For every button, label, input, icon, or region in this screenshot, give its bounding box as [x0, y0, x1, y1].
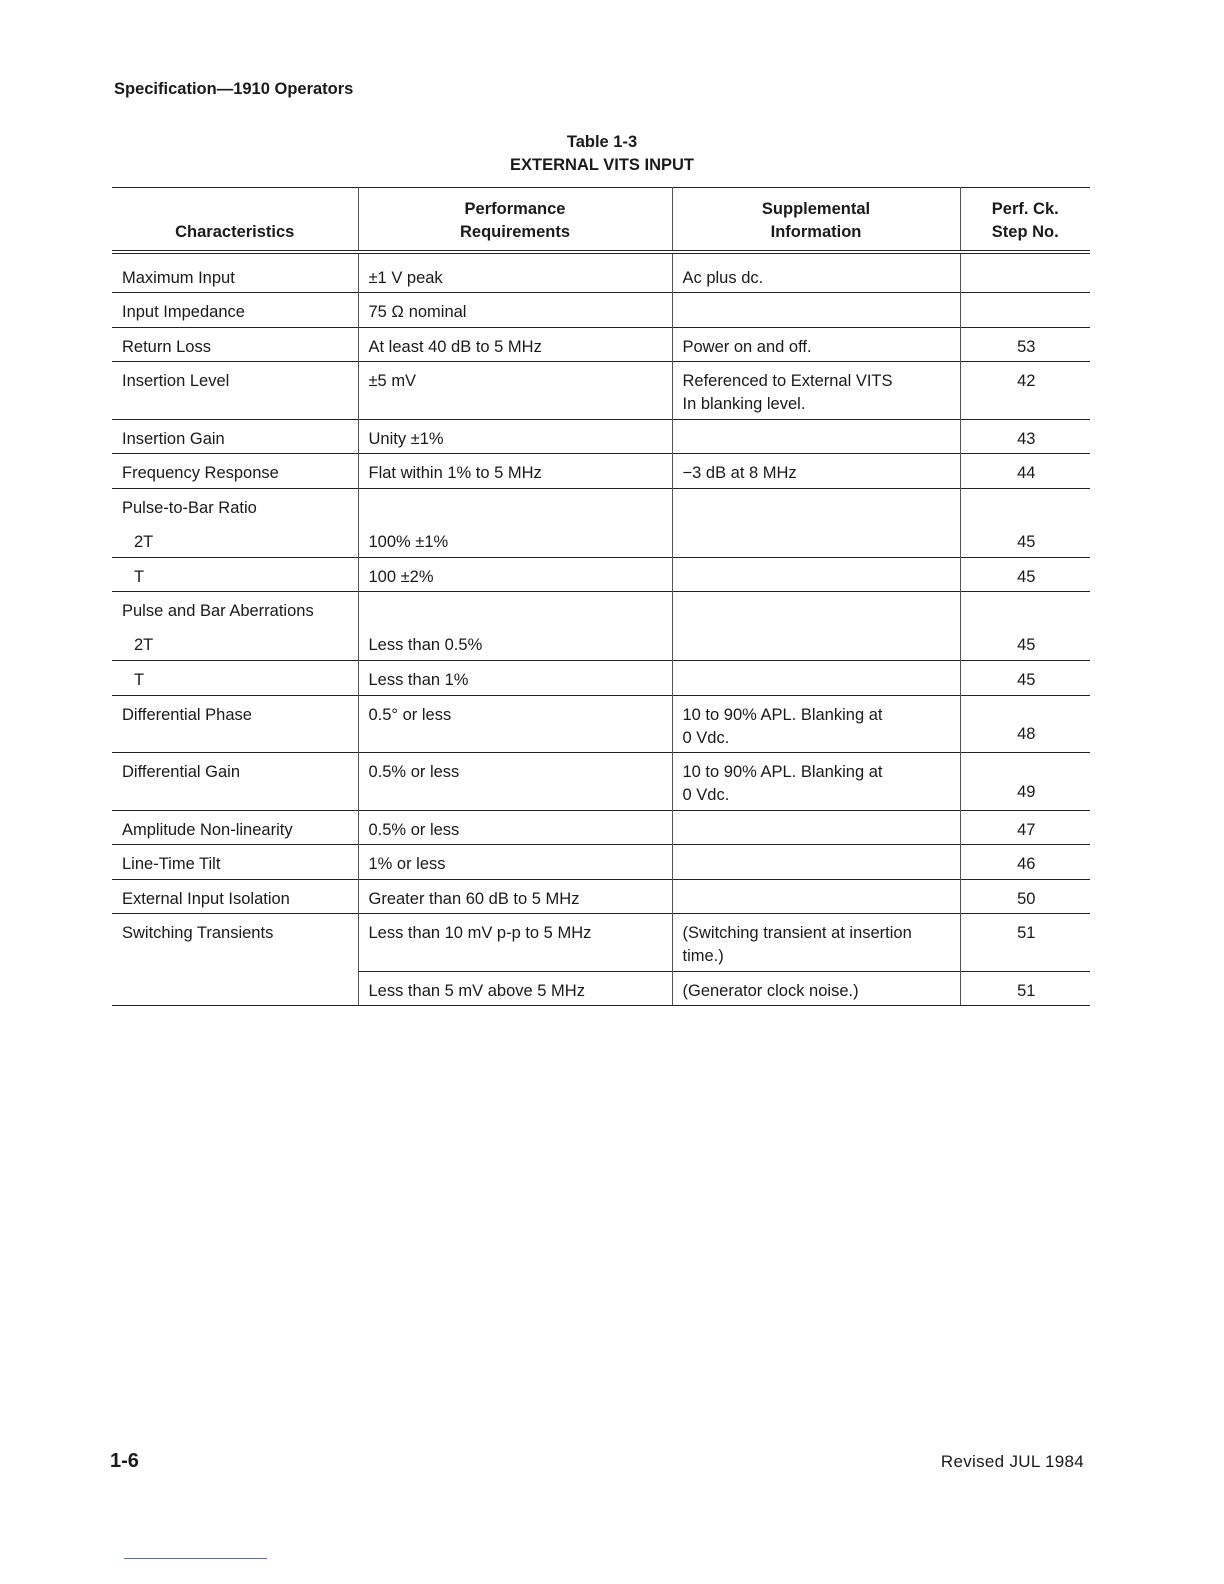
- cell-information: 10 to 90% APL. Blanking at 0 Vdc.: [672, 695, 960, 753]
- cell-characteristic: Pulse-to-Bar Ratio: [112, 488, 358, 523]
- cell-step: 45: [960, 626, 1090, 661]
- cell-characteristic: Amplitude Non-linearity: [112, 810, 358, 845]
- cell-performance: [358, 592, 672, 627]
- cell-performance: Unity ±1%: [358, 419, 672, 454]
- cell-characteristic: External Input Isolation: [112, 879, 358, 914]
- cell-step: 49: [960, 753, 1090, 811]
- cell-characteristic: 2T: [134, 532, 154, 551]
- cell-step: [960, 293, 1090, 328]
- cell-information: [672, 419, 960, 454]
- cell-information: [672, 523, 960, 558]
- cell-characteristic: Insertion Level: [112, 362, 358, 420]
- cell-information: (Switching transient at insertion time.): [672, 914, 960, 972]
- cell-information: [672, 488, 960, 523]
- cell-performance: At least 40 dB to 5 MHz: [358, 327, 672, 362]
- cell-information: 10 to 90% APL. Blanking at 0 Vdc.: [672, 753, 960, 811]
- cell-performance: 0.5% or less: [358, 810, 672, 845]
- table-row: [112, 293, 1090, 328]
- footer-rule: [124, 1558, 267, 1559]
- cell-step: 45: [960, 661, 1090, 696]
- table-row: [112, 523, 1090, 558]
- cell-performance: Less than 10 mV p-p to 5 MHz: [358, 914, 672, 972]
- cell-characteristic: Insertion Gain: [112, 419, 358, 454]
- cell-step: 51: [960, 914, 1090, 972]
- table-row: [112, 914, 1090, 972]
- cell-characteristic: Return Loss: [112, 327, 358, 362]
- table-row: [112, 327, 1090, 362]
- cell-step: 44: [960, 454, 1090, 489]
- cell-performance: 75 Ω nominal: [358, 293, 672, 328]
- table-title: EXTERNAL VITS INPUT: [510, 156, 694, 174]
- cell-information: [672, 661, 960, 696]
- table-row: [112, 488, 1090, 523]
- cell-information: −3 dB at 8 MHz: [672, 454, 960, 489]
- cell-information: [672, 557, 960, 592]
- table-row: [112, 362, 1090, 420]
- cell-step: 45: [960, 523, 1090, 558]
- cell-characteristic: Differential Gain: [112, 753, 358, 811]
- col-header-performance: Performance Requirements: [358, 188, 672, 252]
- cell-information: [672, 845, 960, 880]
- cell-information: Ac plus dc.: [672, 252, 960, 293]
- revision-date: Revised JUL 1984: [940, 1452, 1084, 1471]
- cell-performance: [358, 488, 672, 523]
- page-number: 1-6: [110, 1450, 139, 1472]
- table-row: [112, 753, 1090, 811]
- cell-characteristic: Input Impedance: [112, 293, 358, 328]
- table-row: [112, 592, 1090, 627]
- cell-information: [672, 293, 960, 328]
- cell-step: [960, 488, 1090, 523]
- cell-performance: 0.5° or less: [358, 695, 672, 753]
- cell-characteristic: T: [112, 557, 358, 592]
- table-row: [112, 557, 1090, 592]
- table-row: [112, 879, 1090, 914]
- col-header-characteristics: Characteristics: [112, 188, 358, 252]
- cell-step: [960, 252, 1090, 293]
- cell-step: 51: [960, 971, 1090, 1006]
- cell-performance: 100 ±2%: [358, 557, 672, 592]
- col-header-supplemental: Supplemental Information: [672, 188, 960, 252]
- cell-step: 45: [960, 557, 1090, 592]
- cell-characteristic: 2T: [134, 636, 154, 654]
- cell-characteristic: T: [112, 661, 358, 696]
- cell-step: 50: [960, 879, 1090, 914]
- cell-step: 47: [960, 810, 1090, 845]
- cell-characteristic: Switching Transients: [112, 914, 358, 972]
- table-row: [112, 971, 1090, 1006]
- cell-performance: 100% ±1%: [358, 523, 672, 558]
- cell-information: [672, 810, 960, 845]
- table-row: [112, 252, 1090, 293]
- cell-performance: ±1 V peak: [358, 252, 672, 293]
- cell-step: 48: [960, 695, 1090, 753]
- cell-step: 43: [960, 419, 1090, 454]
- table-row: [112, 419, 1090, 454]
- table-row: [112, 626, 1090, 661]
- cell-characteristic: Pulse and Bar Aberrations: [112, 592, 358, 627]
- table-row: [112, 695, 1090, 753]
- cell-characteristic: Frequency Response: [112, 454, 358, 489]
- cell-step: 53: [960, 327, 1090, 362]
- cell-information: (Generator clock noise.): [672, 971, 960, 1006]
- cell-performance: Flat within 1% to 5 MHz: [358, 454, 672, 489]
- cell-step: 46: [960, 845, 1090, 880]
- cell-information: [672, 879, 960, 914]
- table-row: [112, 661, 1090, 696]
- table-row: [112, 810, 1090, 845]
- cell-performance: Less than 1%: [358, 661, 672, 696]
- cell-performance: Less than 5 mV above 5 MHz: [358, 971, 672, 1006]
- cell-characteristic: Differential Phase: [112, 695, 358, 753]
- table-row: [112, 845, 1090, 880]
- col-header-step: Perf. Ck. Step No.: [960, 188, 1090, 252]
- cell-step: 42: [960, 362, 1090, 420]
- cell-performance: Greater than 60 dB to 5 MHz: [358, 879, 672, 914]
- cell-characteristic: Line-Time Tilt: [112, 845, 358, 880]
- cell-performance: 1% or less: [358, 845, 672, 880]
- cell-information: [672, 592, 960, 627]
- cell-performance: Less than 0.5%: [358, 626, 672, 661]
- cell-information: Referenced to External VITS In blanking level.: [672, 362, 960, 420]
- cell-step: [960, 592, 1090, 627]
- cell-performance: ±5 mV: [358, 362, 672, 420]
- running-head: Specification—1910 Operators: [114, 80, 354, 98]
- cell-information: [672, 626, 960, 661]
- cell-characteristic: [112, 971, 358, 1006]
- table-header-row: [112, 188, 1090, 252]
- table-number: Table 1-3: [566, 133, 638, 151]
- cell-information: Power on and off.: [672, 327, 960, 362]
- cell-performance: 0.5% or less: [358, 753, 672, 811]
- spec-table: [112, 187, 1090, 1006]
- cell-characteristic: Maximum Input: [122, 268, 235, 287]
- table-row: [112, 454, 1090, 489]
- table-caption: [0, 131, 1204, 177]
